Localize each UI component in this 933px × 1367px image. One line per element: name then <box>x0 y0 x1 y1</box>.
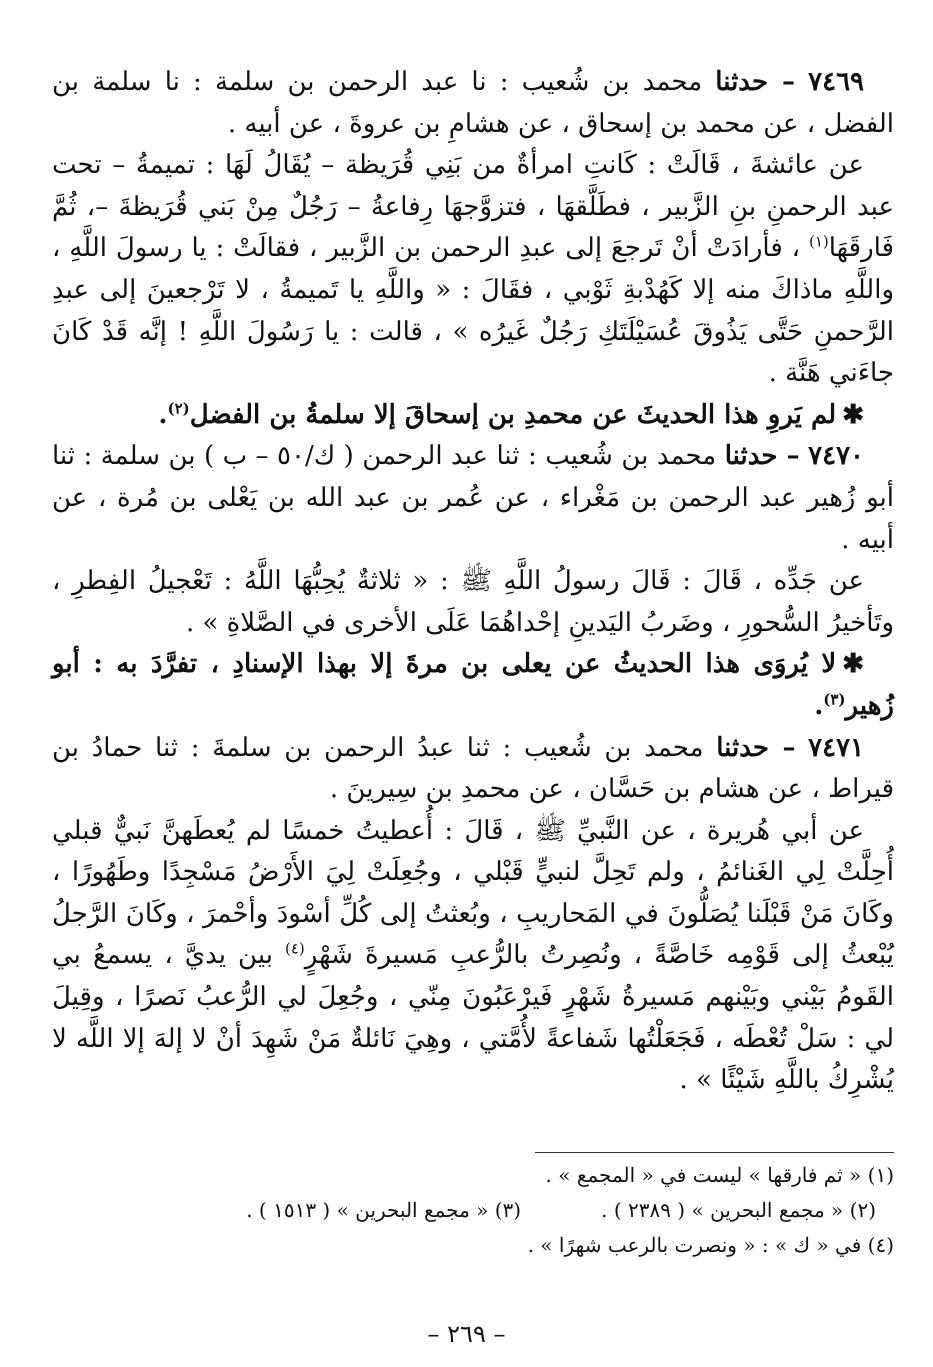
hadith-7471-isnad <box>52 728 894 811</box>
note-end: . <box>814 690 824 721</box>
footnote-marker: (٣) <box>823 690 846 709</box>
footnote-3: (٣) « مجمع البحرين » ( ١٥١٣ ) . <box>246 1198 522 1222</box>
matn-text: عن عائشةَ ، قَالَتْ : كَانتِ امرأةٌ من بَنِي قُرَيظة – يُقَالُ لَهَا : تميمةُ – تحت عبد الرحمنِ بنِ الزَّبير ، فطَلَّقهَا ، فتزوَّجهَا رِفاعةُ – رَجُلٌ مِنْ بَني قُرَيظةَ –، ثُمَّ فَارقَهَا <box>52 150 894 264</box>
footnote-marker: (٤) <box>285 939 305 958</box>
hadith-7470-note <box>52 644 894 727</box>
footnote-2: (٢) « مجمع البحرين » ( ٢٣٨٩ ) . <box>601 1198 876 1222</box>
isnad-text: محمد بن شُعيب : ثنا عبد الرحمن ( ك/٥٠ – ب ) بن سلمة : ثنا أبو زُهير عبد الرحمن بن مَغْراء ، عن عُمر بن عبد الله بن يَعْلى بن مُرة ، عن أبيه . <box>52 441 894 555</box>
hadith-7471-matn <box>52 811 894 1102</box>
footnote-marker: (١) <box>808 232 829 251</box>
hadith-lead: – حدثنا <box>716 732 796 763</box>
note-star-icon: ✱ <box>842 399 864 430</box>
note-text: لم يَروِ هذا الحديثَ عن محمدِ بن إسحاقَ إلا سلمةُ بن الفضل <box>189 399 837 430</box>
footnote-divider <box>535 1152 894 1153</box>
hadith-number: ٧٤٧١ <box>808 732 865 763</box>
footnote-row <box>52 1193 894 1228</box>
hadith-number: ٧٤٧٠ <box>808 441 865 472</box>
isnad-text: محمد بن شُعيب : ثنا عبدُ الرحمن بن سلمةَ : ثنا حمادُ بن قيراط ، عن هشام بن حَسَّان ، عن محمدِ بن سِيرينَ . <box>52 732 894 805</box>
hadith-7469-isnad <box>52 62 894 145</box>
page-number: – ٢٦٩ – <box>427 1320 506 1348</box>
hadith-lead: – حدثنا <box>724 441 800 472</box>
page-body <box>52 62 894 1102</box>
note-end: . <box>158 399 168 430</box>
footnote-1: (١) « ثم فارقها » ليست في « المجمع » . <box>545 1163 894 1187</box>
note-star-icon: ✱ <box>842 649 864 680</box>
isnad-text: محمد بن شُعيب : نا عبد الرحمن بن سلمة : نا سلمة بن الفضل ، عن محمد بن إسحاق ، عن هشامِ بن عروةَ ، عن أبيه . <box>52 67 894 139</box>
matn-text-cont: ، فأرادَتْ أنْ تَرجعَ إلى عبدِ الرحمن بن الزَّبير ، فقالَتْ : يا رسولَ اللَّهِ ، واللَّهِ ماذاكَ منه إلا كَهُدْبةِ ثَوْبي ، فقَالَ : « واللَّهِ يا تَميمةُ ، لا تَرْجعينَ إلى عبدِ الرَّحمنِ حَتَّى يَذُوقَ عُسَيْلَتَكِ رَجُلٌ غَيرُه » ، قالت : يا رَسُولَ اللَّهِ ! إنَّه قَدْ كَانَ جاءَني هَنَّة . <box>52 233 894 389</box>
footnote-marker: (٢) <box>167 399 190 418</box>
matn-text-cont: بين يديَّ ، يسمعُ بي القَومُ بَيْني وبَيْنهم مَسيرةُ شَهْرٍ فَيرْعَبُونَ مِنّي ، وجُعِلَ لي الرُّعبُ نَصرًا ، وقِيلَ لي : سَلْ تُعْطَه ، فَجَعَلْتُها شَفاعةً لأُمَّتي ، وهِيَ نَائلةٌ مَنْ شَهِدَ أنْ لا إلهَ إلا اللَّه لا يُشْرِكُ باللَّهِ شَيْئًا » . <box>52 940 894 1096</box>
note-text: لا يُروَى هذا الحديثُ عن يعلى بن مرةَ إلا بهذا الإسنادِ ، تفرَّدَ به : أبو زُهير <box>52 649 894 721</box>
hadith-lead: – حدثنا <box>715 67 795 97</box>
hadith-7470-isnad <box>52 436 894 561</box>
matn-text: عن جَدِّه ، قَالَ : قَالَ رسولُ اللَّهِ ﷺ : « ثلاثةٌ يُحِبُّهَا اللَّهُ : تَعْجيلُ الفِطرِ ، وتَأخيرُ السُّحورِ ، وضَربُ اليَدينِ إحْداهُمَا عَلَى الأخرى في الصَّلاةِ » . <box>52 566 894 638</box>
hadith-7470-matn <box>52 561 894 644</box>
hadith-7469-note <box>52 395 894 437</box>
footnote-4: (٤) في « ك » : « ونصرت بالرعب شهرًا » . <box>527 1233 894 1257</box>
matn-text: عن أبي هُريرة ، عن النَّبيِّ ﷺ ، قَالَ : أُعطيتُ خمسًا لم يُعطَهنَّ نَبيٌّ قبلي أُحِلَّتْ لِي الغَنائمُ ، ولم تَحِلَّ لنبيٍّ قَبْلي ، وجُعِلَتْ لِيَ الأَرْضُ مَسْجِدًا وطَهُورًا ، وكَانَ مَنْ قَبْلَنا يُصَلُّونَ في المَحاريبِ ، وبُعثتُ إلى كُلِّ أسْودَ وأحْمرَ ، وكَانَ الرَّجلُ يُبْعثُ إلى قَوْمِه خَاصَّةً ، ونُصِرتُ بالرُّعبِ مَسيرةَ شَهْرٍ <box>52 815 895 971</box>
hadith-7469-matn <box>52 145 894 395</box>
hadith-number: ٧٤٦٩ <box>808 67 865 97</box>
footnotes <box>52 1158 894 1263</box>
